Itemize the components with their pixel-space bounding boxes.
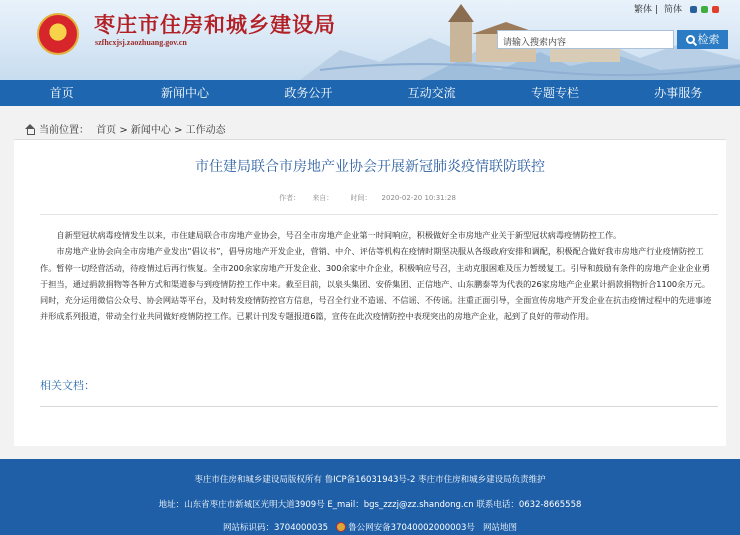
- search-icon: [686, 35, 695, 44]
- mobile-icon[interactable]: [690, 6, 697, 13]
- search-button[interactable]: [677, 30, 728, 49]
- emblem-star-icon: ★: [51, 22, 65, 40]
- lang-simplified-link[interactable]: 简体: [663, 5, 682, 15]
- site-header: [0, 0, 740, 80]
- meta-time-label: 时间：: [350, 194, 372, 202]
- national-emblem-logo: [37, 13, 79, 55]
- article-meta: [14, 193, 726, 203]
- meta-author: 作者：: [279, 194, 301, 202]
- footer-copyright: 枣庄市住房和城乡建设局版权所有 鲁ICP备16031943号-2 枣庄市住房和城乡建设局负责维护: [194, 475, 546, 485]
- main-nav: [0, 80, 740, 106]
- footer-address: 地址：山东省枣庄市新城区光明大道3909号 E_mail：bgs_zzzj@zz.shandong.cn 联系电话：0632-8665558: [158, 500, 582, 510]
- lang-traditional-link[interactable]: 繁体: [634, 5, 653, 15]
- article-title: 市住建局联合市房地产业协会开展新冠肺炎疫情联防联控: [195, 159, 545, 175]
- lang-divider: |: [655, 5, 659, 15]
- breadcrumb-path[interactable]: 首页 > 新闻中心 > 工作动态: [96, 125, 226, 136]
- site-title[interactable]: 枣庄市住房和城乡建设局: [94, 12, 336, 37]
- nav-item-special-topics[interactable]: 专题专栏: [530, 86, 579, 100]
- nav-item-home[interactable]: 首页: [49, 86, 74, 100]
- language-switch: [634, 2, 685, 15]
- article-paragraph: 市房地产业协会向全市房地产业发出“倡议书”，倡导房地产开发企业，营销、中介、评估等机构在疫情时期坚决服从各级政府安排和调配，积极配合做好我市房地产行业疫情防控工作。暂停一切经营活动，待疫情过后再行恢复。全市200余家房地产开发企业、300余家中介企业，积极响应号召，主动克服困难及压力暂缓复工。引导和鼓励有条件的房地产企业企业勇于担当，通过捐款捐物等各种方式和渠道参与到疫情防控工作中来。截至目前，以泉头集团、安侨集团、正信地产、山东鹏泰等为代表的26家房地产企业累计捐款捐物折合1100余万元。同时，充分运用微信公众号、协会网站等平台，及时转发疫情防控官方信息，号召全行业不造谣、不信谣、不传谣。注重正面引导，全面宣传房地产开发企业在抗击疫情过程中的先进事迹并形成系列报道，带动全行业共同做好疫情防控工作。已累计刊发专题报道6篇，宣传在此次疫情防控中表现突出的房地产企业，起到了良好的带动作用。: [40, 246, 712, 322]
- nav-item-services[interactable]: 办事服务: [654, 86, 703, 100]
- breadcrumb: [24, 121, 226, 136]
- footer-sitemap-link[interactable]: 网站地图: [483, 523, 518, 533]
- nav-item-interaction[interactable]: 互动交流: [407, 86, 456, 100]
- search-input[interactable]: 请输入搜索内容: [497, 30, 674, 49]
- footer-police-record-link[interactable]: 鲁公网安备37040002000003号: [348, 523, 475, 533]
- meta-time-value: 2020-02-20 10:31:28: [381, 194, 456, 202]
- wechat-icon[interactable]: [701, 6, 708, 13]
- site-domain: szfhcxjsj.zaozhuang.gov.cn: [95, 38, 187, 47]
- related-documents-label: 相关文档：: [40, 379, 95, 392]
- weibo-icon[interactable]: [712, 6, 719, 13]
- home-icon: [24, 124, 35, 134]
- article-paragraph: 自新型冠状病毒疫情发生以来，市住建局联合市房地产业协会，号召全市房地产企业第一时间响应，积极做好全市房地产业关于新型冠状病毒疫情防控工作。: [56, 230, 622, 240]
- search-button-label: 检索: [697, 33, 720, 46]
- nav-item-government-affairs[interactable]: 政务公开: [284, 86, 333, 100]
- related-divider: [40, 406, 718, 407]
- article-divider: [40, 214, 718, 215]
- nav-item-news[interactable]: 新闻中心: [160, 86, 209, 100]
- footer-site-id: 网站标识码：3704000035: [222, 523, 329, 533]
- site-footer: [0, 459, 740, 535]
- footer-identifiers: [0, 521, 740, 533]
- breadcrumb-label: 当前位置：: [39, 125, 89, 136]
- article-body: [40, 227, 718, 325]
- meta-source: 来自：: [312, 194, 334, 202]
- top-shortcut-icons: [690, 3, 723, 16]
- meta-time: [346, 194, 461, 202]
- article-panel: [14, 140, 726, 446]
- police-badge-icon: [336, 522, 346, 532]
